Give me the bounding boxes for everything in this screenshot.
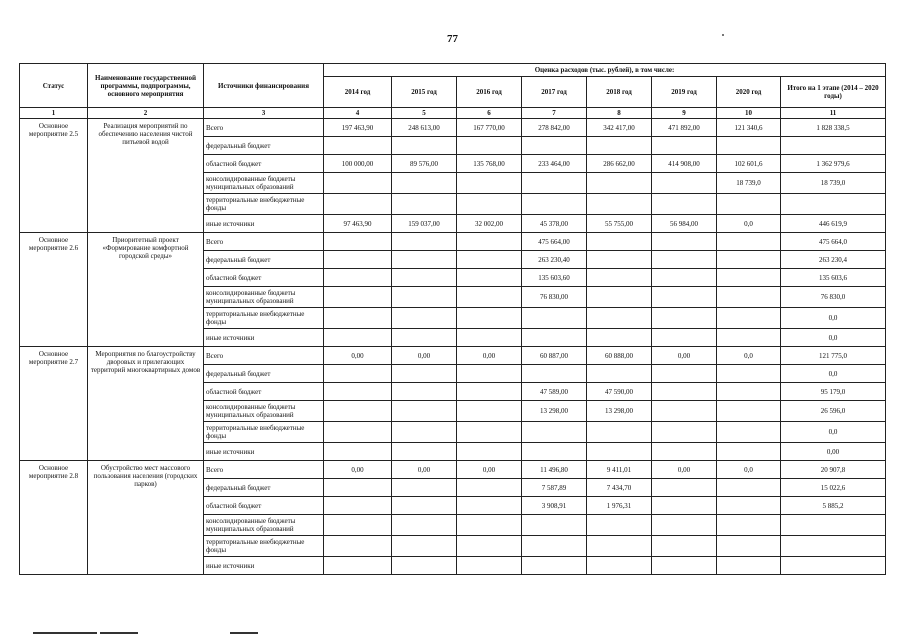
amount-cell (522, 365, 587, 383)
amount-cell (587, 251, 652, 269)
amount-cell (652, 287, 717, 308)
amount-cell (392, 515, 457, 536)
amount-cell (587, 515, 652, 536)
header-year: 2019 год (652, 77, 717, 108)
amount-cell (324, 329, 392, 347)
footer-rule (100, 632, 138, 634)
table-row (20, 347, 886, 365)
header-year: 2018 год (587, 77, 652, 108)
table-row (20, 461, 886, 479)
amount-cell (457, 365, 522, 383)
amount-cell (652, 137, 717, 155)
amount-cell (587, 233, 652, 251)
amount-cell (392, 443, 457, 461)
amount-cell: 197 463,90 (324, 119, 392, 137)
amount-cell (457, 308, 522, 329)
amount-cell (717, 497, 781, 515)
amount-cell: 13 298,00 (587, 401, 652, 422)
amount-cell (324, 443, 392, 461)
amount-cell (457, 173, 522, 194)
amount-cell (587, 443, 652, 461)
amount-cell (457, 251, 522, 269)
amount-cell: 56 984,00 (652, 215, 717, 233)
amount-cell (522, 443, 587, 461)
total-cell: 0,0 (781, 308, 886, 329)
funding-source: иные источники (204, 443, 324, 461)
amount-cell: 342 417,00 (587, 119, 652, 137)
amount-cell (324, 401, 392, 422)
amount-cell (717, 251, 781, 269)
amount-cell (587, 308, 652, 329)
amount-cell (457, 287, 522, 308)
amount-cell (522, 515, 587, 536)
amount-cell (717, 365, 781, 383)
amount-cell (457, 137, 522, 155)
page-number: 77 (447, 33, 458, 45)
amount-cell (324, 287, 392, 308)
table-body (20, 119, 886, 575)
amount-cell (717, 515, 781, 536)
amount-cell (717, 401, 781, 422)
amount-cell: 135 768,00 (457, 155, 522, 173)
amount-cell (717, 443, 781, 461)
amount-cell (587, 287, 652, 308)
header-year: 2017 год (522, 77, 587, 108)
amount-cell: 1 976,31 (587, 497, 652, 515)
amount-cell (652, 194, 717, 215)
amount-cell (652, 557, 717, 575)
funding-source: областной бюджет (204, 155, 324, 173)
funding-source: территориальные внебюджетные фонды (204, 536, 324, 557)
amount-cell: 89 576,00 (392, 155, 457, 173)
amount-cell (392, 194, 457, 215)
total-cell: 0,0 (781, 329, 886, 347)
amount-cell: 121 340,6 (717, 119, 781, 137)
amount-cell: 263 230,40 (522, 251, 587, 269)
amount-cell (652, 536, 717, 557)
amount-cell (587, 557, 652, 575)
amount-cell (652, 515, 717, 536)
measure-name: Реализация мероприятий по обеспечению населения чистой питьевой водой (88, 119, 204, 233)
amount-cell (652, 269, 717, 287)
amount-cell (717, 194, 781, 215)
amount-cell (652, 383, 717, 401)
amount-cell (652, 479, 717, 497)
measure-name: Обустройство мест массового пользования населения (городских парков) (88, 461, 204, 575)
funding-source: территориальные внебюджетные фонды (204, 194, 324, 215)
amount-cell (717, 557, 781, 575)
amount-cell (587, 329, 652, 347)
amount-cell (457, 269, 522, 287)
funding-source: иные источники (204, 329, 324, 347)
amount-cell: 76 830,00 (522, 287, 587, 308)
measure-name: Мероприятия по благоустройству дворовых и прилегающих территорий многоквартирных домов (88, 347, 204, 461)
amount-cell (457, 536, 522, 557)
column-number: 5 (392, 108, 457, 119)
amount-cell (392, 497, 457, 515)
total-cell (781, 557, 886, 575)
amount-cell (522, 422, 587, 443)
amount-cell: 167 770,00 (457, 119, 522, 137)
amount-cell: 471 892,00 (652, 119, 717, 137)
amount-cell: 0,0 (717, 215, 781, 233)
amount-cell: 7 587,89 (522, 479, 587, 497)
header-year: 2015 год (392, 77, 457, 108)
measure-status: Основное мероприятие 2.8 (20, 461, 88, 575)
funding-source: федеральный бюджет (204, 137, 324, 155)
header-status: Статус (20, 64, 88, 108)
header-year: 2014 год (324, 77, 392, 108)
header-year: 2020 год (717, 77, 781, 108)
amount-cell (587, 137, 652, 155)
amount-cell: 0,00 (392, 347, 457, 365)
amount-cell (324, 365, 392, 383)
amount-cell: 11 496,80 (522, 461, 587, 479)
total-cell: 18 739,0 (781, 173, 886, 194)
amount-cell: 45 378,00 (522, 215, 587, 233)
total-cell: 0,0 (781, 422, 886, 443)
amount-cell (392, 479, 457, 497)
total-cell (781, 536, 886, 557)
footer-rule (33, 632, 97, 634)
total-cell: 26 596,0 (781, 401, 886, 422)
amount-cell (522, 137, 587, 155)
amount-cell (457, 194, 522, 215)
amount-cell: 248 613,00 (392, 119, 457, 137)
column-number: 8 (587, 108, 652, 119)
amount-cell (717, 329, 781, 347)
amount-cell (652, 497, 717, 515)
amount-cell: 60 887,00 (522, 347, 587, 365)
amount-cell (392, 233, 457, 251)
funding-source: федеральный бюджет (204, 365, 324, 383)
funding-source: Всего (204, 233, 324, 251)
header-estimate: Оценка расходов (тыс. рублей), в том числе: (324, 64, 886, 77)
amount-cell (324, 479, 392, 497)
amount-cell: 102 601,6 (717, 155, 781, 173)
column-number: 6 (457, 108, 522, 119)
amount-cell (324, 497, 392, 515)
amount-cell (717, 536, 781, 557)
header-year: 2016 год (457, 77, 522, 108)
funding-source: областной бюджет (204, 383, 324, 401)
amount-cell: 9 411,01 (587, 461, 652, 479)
funding-source: иные источники (204, 215, 324, 233)
total-cell: 5 885,2 (781, 497, 886, 515)
amount-cell: 0,00 (652, 347, 717, 365)
amount-cell (522, 173, 587, 194)
amount-cell (717, 479, 781, 497)
amount-cell (717, 137, 781, 155)
amount-cell (457, 329, 522, 347)
amount-cell (392, 536, 457, 557)
column-number: 7 (522, 108, 587, 119)
amount-cell (587, 422, 652, 443)
amount-cell (457, 497, 522, 515)
header-sources: Источники финансирования (204, 64, 324, 108)
total-cell (781, 515, 886, 536)
funding-source: областной бюджет (204, 269, 324, 287)
amount-cell (392, 137, 457, 155)
total-cell: 20 907,8 (781, 461, 886, 479)
funding-source: территориальные внебюджетные фонды (204, 422, 324, 443)
amount-cell: 286 662,00 (587, 155, 652, 173)
amount-cell: 0,00 (652, 461, 717, 479)
amount-cell (392, 269, 457, 287)
funding-source: Всего (204, 119, 324, 137)
amount-cell: 0,0 (717, 347, 781, 365)
column-number: 10 (717, 108, 781, 119)
amount-cell: 0,00 (457, 347, 522, 365)
amount-cell: 135 603,60 (522, 269, 587, 287)
column-number: 4 (324, 108, 392, 119)
header-total: Итого на 1 этапе (2014 – 2020 годы) (781, 77, 886, 108)
total-cell: 263 230,4 (781, 251, 886, 269)
amount-cell (457, 515, 522, 536)
amount-cell: 278 842,00 (522, 119, 587, 137)
amount-cell (717, 269, 781, 287)
funding-source: Всего (204, 347, 324, 365)
total-cell: 121 775,0 (781, 347, 886, 365)
funding-source: Всего (204, 461, 324, 479)
funding-source: территориальные внебюджетные фонды (204, 308, 324, 329)
total-cell (781, 137, 886, 155)
amount-cell (457, 479, 522, 497)
measure-status: Основное мероприятие 2.6 (20, 233, 88, 347)
amount-cell: 60 888,00 (587, 347, 652, 365)
total-cell: 76 830,0 (781, 287, 886, 308)
funding-source: федеральный бюджет (204, 251, 324, 269)
amount-cell: 32 002,00 (457, 215, 522, 233)
amount-cell (652, 422, 717, 443)
amount-cell (457, 401, 522, 422)
amount-cell (457, 233, 522, 251)
amount-cell (457, 383, 522, 401)
table-row (20, 233, 886, 251)
amount-cell: 47 590,00 (587, 383, 652, 401)
amount-cell (392, 308, 457, 329)
table-row (20, 119, 886, 137)
total-cell: 1 828 338,5 (781, 119, 886, 137)
total-cell: 0,0 (781, 365, 886, 383)
amount-cell (717, 308, 781, 329)
amount-cell: 0,0 (717, 461, 781, 479)
amount-cell (652, 233, 717, 251)
amount-cell (324, 173, 392, 194)
amount-cell (324, 308, 392, 329)
amount-cell (457, 443, 522, 461)
column-number: 11 (781, 108, 886, 119)
amount-cell: 7 434,70 (587, 479, 652, 497)
amount-cell (652, 308, 717, 329)
amount-cell: 100 000,00 (324, 155, 392, 173)
total-cell: 15 022,6 (781, 479, 886, 497)
amount-cell (324, 422, 392, 443)
total-cell (781, 194, 886, 215)
amount-cell (324, 269, 392, 287)
amount-cell (392, 422, 457, 443)
measure-status: Основное мероприятие 2.7 (20, 347, 88, 461)
amount-cell (522, 194, 587, 215)
amount-cell: 475 664,00 (522, 233, 587, 251)
amount-cell: 55 755,00 (587, 215, 652, 233)
amount-cell (392, 287, 457, 308)
scan-speck (722, 34, 724, 36)
amount-cell (457, 557, 522, 575)
total-cell: 1 362 979,6 (781, 155, 886, 173)
amount-cell (392, 329, 457, 347)
amount-cell (392, 401, 457, 422)
column-number: 9 (652, 108, 717, 119)
amount-cell (587, 536, 652, 557)
amount-cell (392, 557, 457, 575)
amount-cell (324, 251, 392, 269)
amount-cell (652, 173, 717, 194)
amount-cell: 3 908,91 (522, 497, 587, 515)
measure-status: Основное мероприятие 2.5 (20, 119, 88, 233)
amount-cell (324, 194, 392, 215)
amount-cell: 0,00 (392, 461, 457, 479)
funding-source: консолидированные бюджеты муниципальных образований (204, 515, 324, 536)
amount-cell (324, 515, 392, 536)
amount-cell (324, 536, 392, 557)
column-number: 1 (20, 108, 88, 119)
amount-cell (587, 173, 652, 194)
amount-cell: 18 739,0 (717, 173, 781, 194)
amount-cell (392, 365, 457, 383)
funding-source: консолидированные бюджеты муниципальных образований (204, 287, 324, 308)
funding-source: иные источники (204, 557, 324, 575)
amount-cell: 159 037,00 (392, 215, 457, 233)
amount-cell (324, 233, 392, 251)
funding-source: федеральный бюджет (204, 479, 324, 497)
amount-cell (652, 401, 717, 422)
amount-cell (717, 287, 781, 308)
amount-cell (652, 443, 717, 461)
header-name: Наименование государственной программы, подпрограммы, основного мероприятия (88, 64, 204, 108)
amount-cell (717, 233, 781, 251)
funding-source: консолидированные бюджеты муниципальных образований (204, 401, 324, 422)
total-cell: 0,00 (781, 443, 886, 461)
amount-cell: 97 463,90 (324, 215, 392, 233)
amount-cell (324, 557, 392, 575)
amount-cell (652, 329, 717, 347)
amount-cell: 414 908,00 (652, 155, 717, 173)
amount-cell (392, 251, 457, 269)
footer-rule (230, 632, 258, 634)
amount-cell: 233 464,00 (522, 155, 587, 173)
column-number: 2 (88, 108, 204, 119)
funding-source: консолидированные бюджеты муниципальных образований (204, 173, 324, 194)
funding-source: областной бюджет (204, 497, 324, 515)
amount-cell (522, 536, 587, 557)
total-cell: 475 664,0 (781, 233, 886, 251)
amount-cell (652, 251, 717, 269)
total-cell: 95 179,0 (781, 383, 886, 401)
total-cell: 135 603,6 (781, 269, 886, 287)
amount-cell (587, 365, 652, 383)
amount-cell (587, 269, 652, 287)
amount-cell (324, 383, 392, 401)
amount-cell: 47 589,00 (522, 383, 587, 401)
amount-cell (717, 383, 781, 401)
amount-cell (652, 365, 717, 383)
amount-cell (717, 422, 781, 443)
amount-cell (392, 383, 457, 401)
amount-cell (522, 557, 587, 575)
amount-cell (522, 308, 587, 329)
amount-cell (457, 422, 522, 443)
amount-cell: 13 298,00 (522, 401, 587, 422)
amount-cell (522, 329, 587, 347)
amount-cell (324, 137, 392, 155)
amount-cell (392, 173, 457, 194)
column-number: 3 (204, 108, 324, 119)
financing-table (19, 63, 886, 575)
total-cell: 446 619,9 (781, 215, 886, 233)
amount-cell: 0,00 (324, 347, 392, 365)
amount-cell: 0,00 (324, 461, 392, 479)
measure-name: Приоритетный проект «Формирование комфортной городской среды» (88, 233, 204, 347)
amount-cell: 0,00 (457, 461, 522, 479)
amount-cell (587, 194, 652, 215)
